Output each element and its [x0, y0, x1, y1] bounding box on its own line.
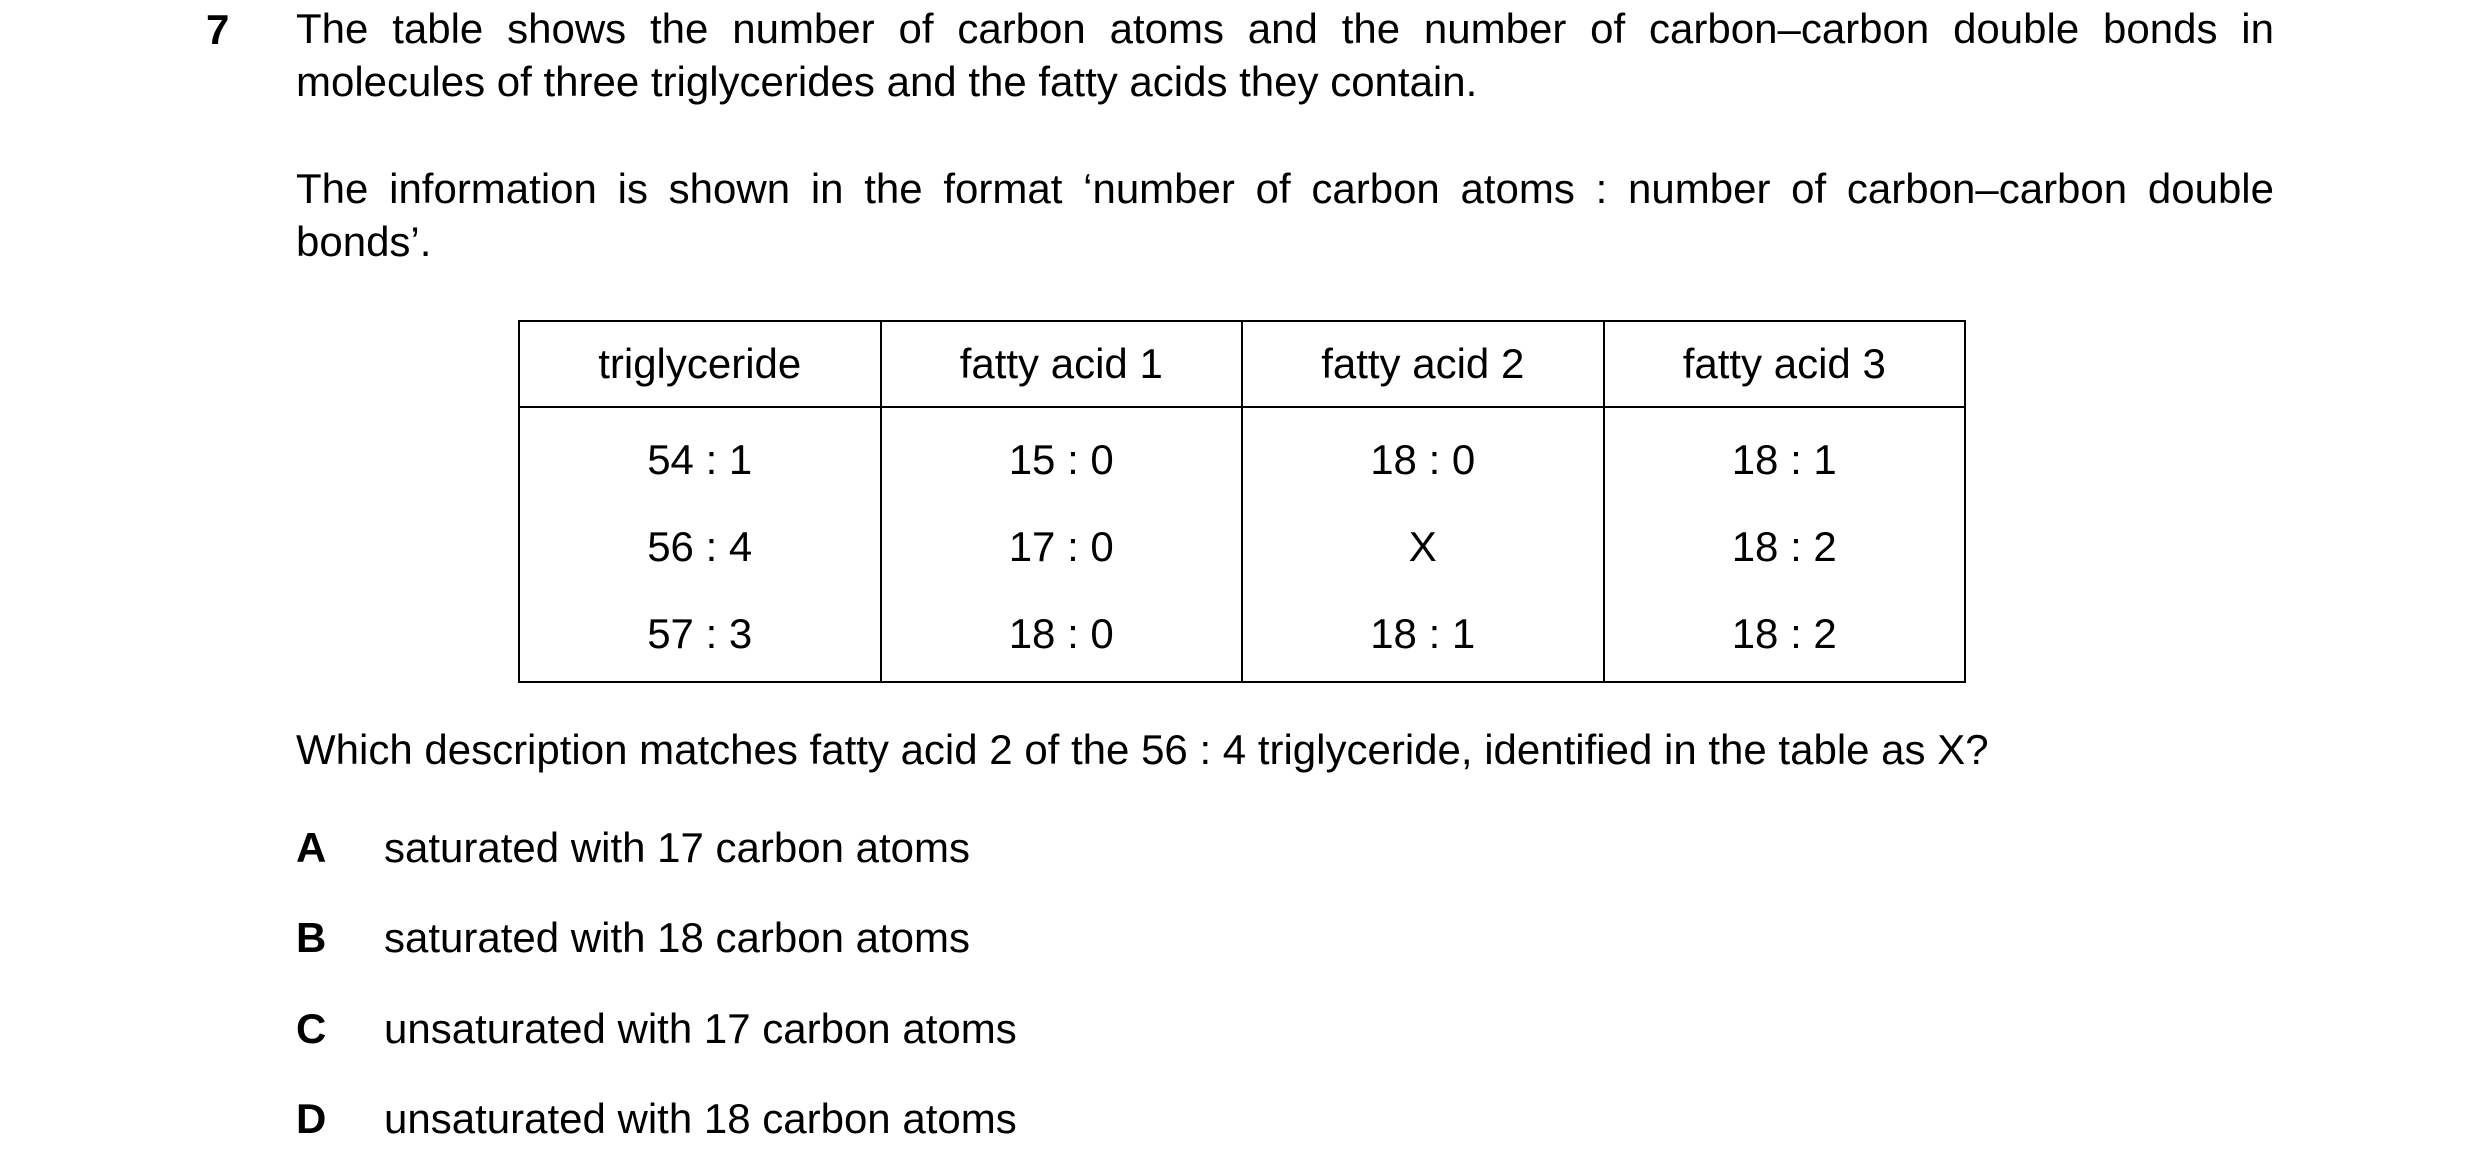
option-d[interactable] [296, 1091, 1696, 1147]
format-note: The information is shown in the format ‘number of carbon atoms : number of carbon–carbon double bonds’. [296, 165, 2274, 265]
table-cell: 17 : 0 [881, 503, 1243, 590]
table-cell: 54 : 1 [519, 407, 881, 503]
table-cell: 18 : 0 [881, 590, 1243, 682]
question-prompt: Which description matches fatty acid 2 of the 56 : 4 triglyceride, identified in the table as X? [296, 726, 1989, 773]
table-cell: 15 : 0 [881, 407, 1243, 503]
column-header: fatty acid 1 [881, 321, 1243, 407]
option-letter: D [296, 1095, 327, 1142]
option-b[interactable] [296, 910, 1696, 966]
table-cell: 18 : 2 [1604, 590, 1966, 682]
option-text: unsaturated with 17 carbon atoms [384, 1005, 1017, 1052]
table-row [519, 590, 1965, 682]
table-cell: 57 : 3 [519, 590, 881, 682]
option-letter: A [296, 824, 327, 871]
table-cell: 18 : 1 [1604, 407, 1966, 503]
table-cell: 18 : 2 [1604, 503, 1966, 590]
option-letter: C [296, 1005, 327, 1052]
option-letter: B [296, 914, 327, 961]
table-row [519, 407, 1965, 503]
table-cell: 56 : 4 [519, 503, 881, 590]
table-cell-unknown-x: X [1242, 503, 1604, 590]
table-cell: 18 : 1 [1242, 590, 1604, 682]
column-header: fatty acid 3 [1604, 321, 1966, 407]
question-intro: The table shows the number of carbon atoms and the number of carbon–carbon double bonds in molecules of three triglycerides and the fatty acids they contain. [296, 5, 2274, 105]
option-text: saturated with 18 carbon atoms [384, 914, 970, 961]
column-header: triglyceride [519, 321, 881, 407]
fatty-acid-table [518, 320, 1966, 683]
option-a[interactable] [296, 820, 1696, 876]
question-number: 7 [206, 6, 230, 53]
table-header-row [519, 321, 1965, 407]
option-text: saturated with 17 carbon atoms [384, 824, 970, 871]
option-text: unsaturated with 18 carbon atoms [384, 1095, 1017, 1142]
table-row [519, 503, 1965, 590]
option-c[interactable] [296, 1001, 1696, 1057]
table-cell: 18 : 0 [1242, 407, 1604, 503]
column-header: fatty acid 2 [1242, 321, 1604, 407]
